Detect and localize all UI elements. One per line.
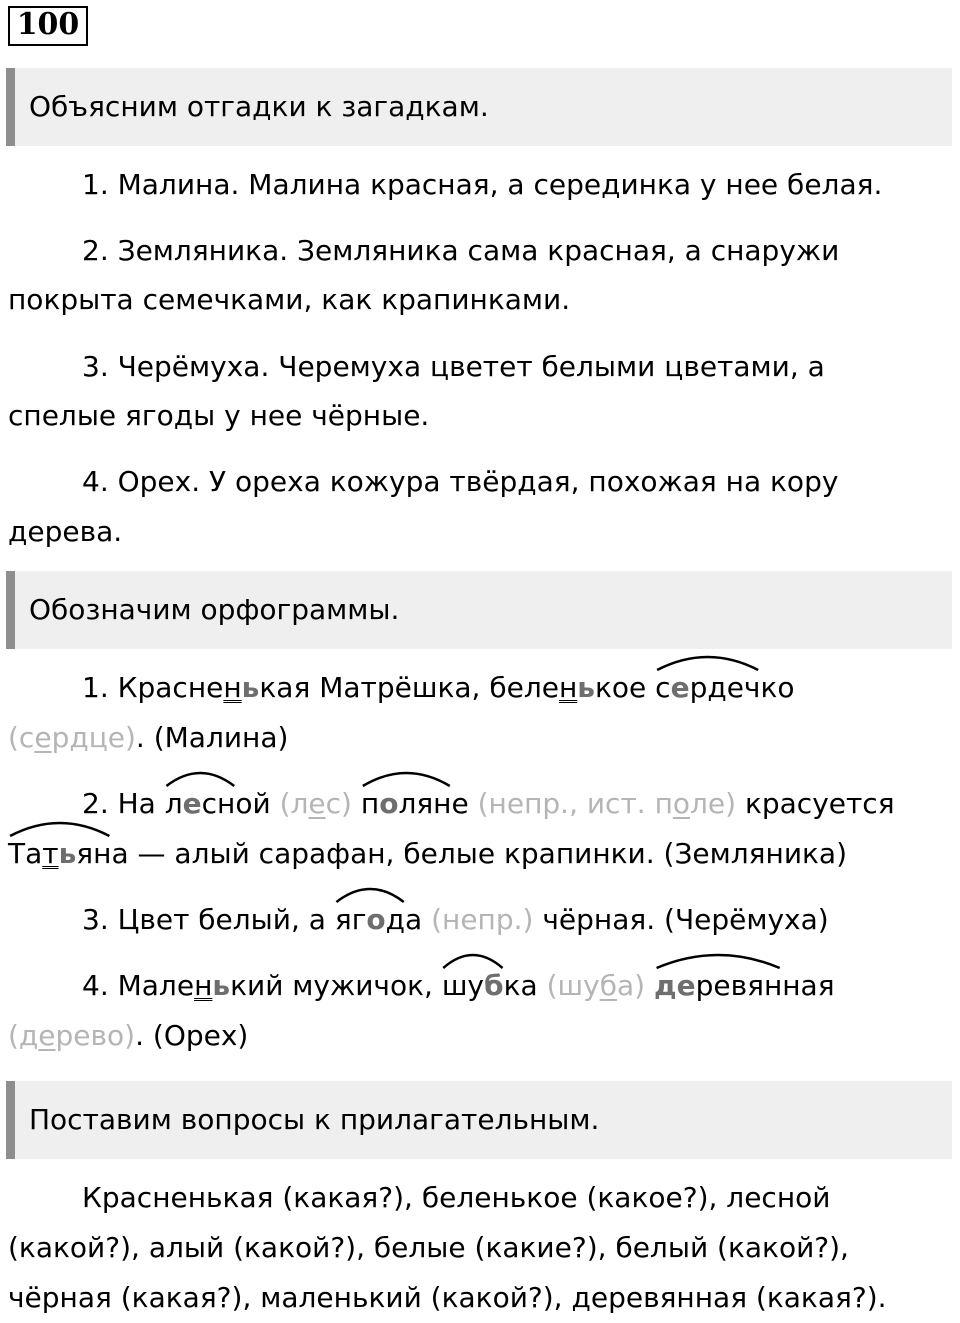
section-heading-answers: Объясним отгадки к загадкам. bbox=[6, 68, 952, 146]
orfo-line: 2. На лесной (лес) поляне (непр., ист. поле) красуется bbox=[82, 788, 895, 820]
question-line: Красненькая (какая?), беленькое (какое?), лесной bbox=[82, 1181, 831, 1214]
orfo-line: Татьяна — алый сарафан, белые крапинки. (Земляника) bbox=[8, 838, 847, 870]
root-arc: лесн bbox=[165, 788, 236, 820]
answer-line: 3. Черёмуха. Черемуха цветет белыми цветами, а bbox=[82, 350, 825, 383]
root-arc: сердеч bbox=[655, 672, 760, 704]
orfo-line: (сердце). (Малина) bbox=[8, 721, 289, 754]
orfo-line: 4. Маленький мужичок, шубка (шуба) деревянная bbox=[82, 970, 835, 1002]
root-arc: шуб bbox=[442, 970, 504, 1002]
answer-line: 1. Малина. Малина красная, а серединка у нее белая. bbox=[82, 168, 883, 201]
section-heading-questions: Поставим вопросы к прилагательным. bbox=[6, 1081, 952, 1159]
answer-line: спелые ягоды у нее чёрные. bbox=[8, 399, 430, 432]
task-number: 100 bbox=[8, 6, 88, 46]
root-arc: ягод bbox=[335, 904, 405, 936]
answer-line: покрыта семечками, как крапинками. bbox=[8, 283, 571, 316]
root-arc: полян bbox=[361, 788, 452, 820]
answer-line: дерева. bbox=[8, 515, 123, 548]
orfo-line: 3. Цвет белый, а ягода (непр.) чёрная. (Черёмуха) bbox=[82, 904, 829, 936]
question-line: чёрная (какая?), маленький (какой?), деревянная (какая?). bbox=[8, 1281, 887, 1314]
orfo-line: (дерево). (Орех) bbox=[8, 1019, 249, 1052]
root-arc: деревян bbox=[654, 970, 782, 1002]
orfo-line: 1. Красненькая Матрёшка, беленькое сердечко bbox=[82, 672, 795, 704]
answer-line: 2. Земляника. Земляника сама красная, а снаружи bbox=[82, 234, 840, 267]
answer-line: 4. Орех. У ореха кожура твёрдая, похожая на кору bbox=[82, 465, 839, 498]
section-heading-orfo: Обозначим орфограммы. bbox=[6, 571, 952, 649]
question-line: (какой?), алый (какой?), белые (какие?), белый (какой?), bbox=[8, 1231, 849, 1264]
root-arc: Татьян bbox=[8, 838, 111, 870]
